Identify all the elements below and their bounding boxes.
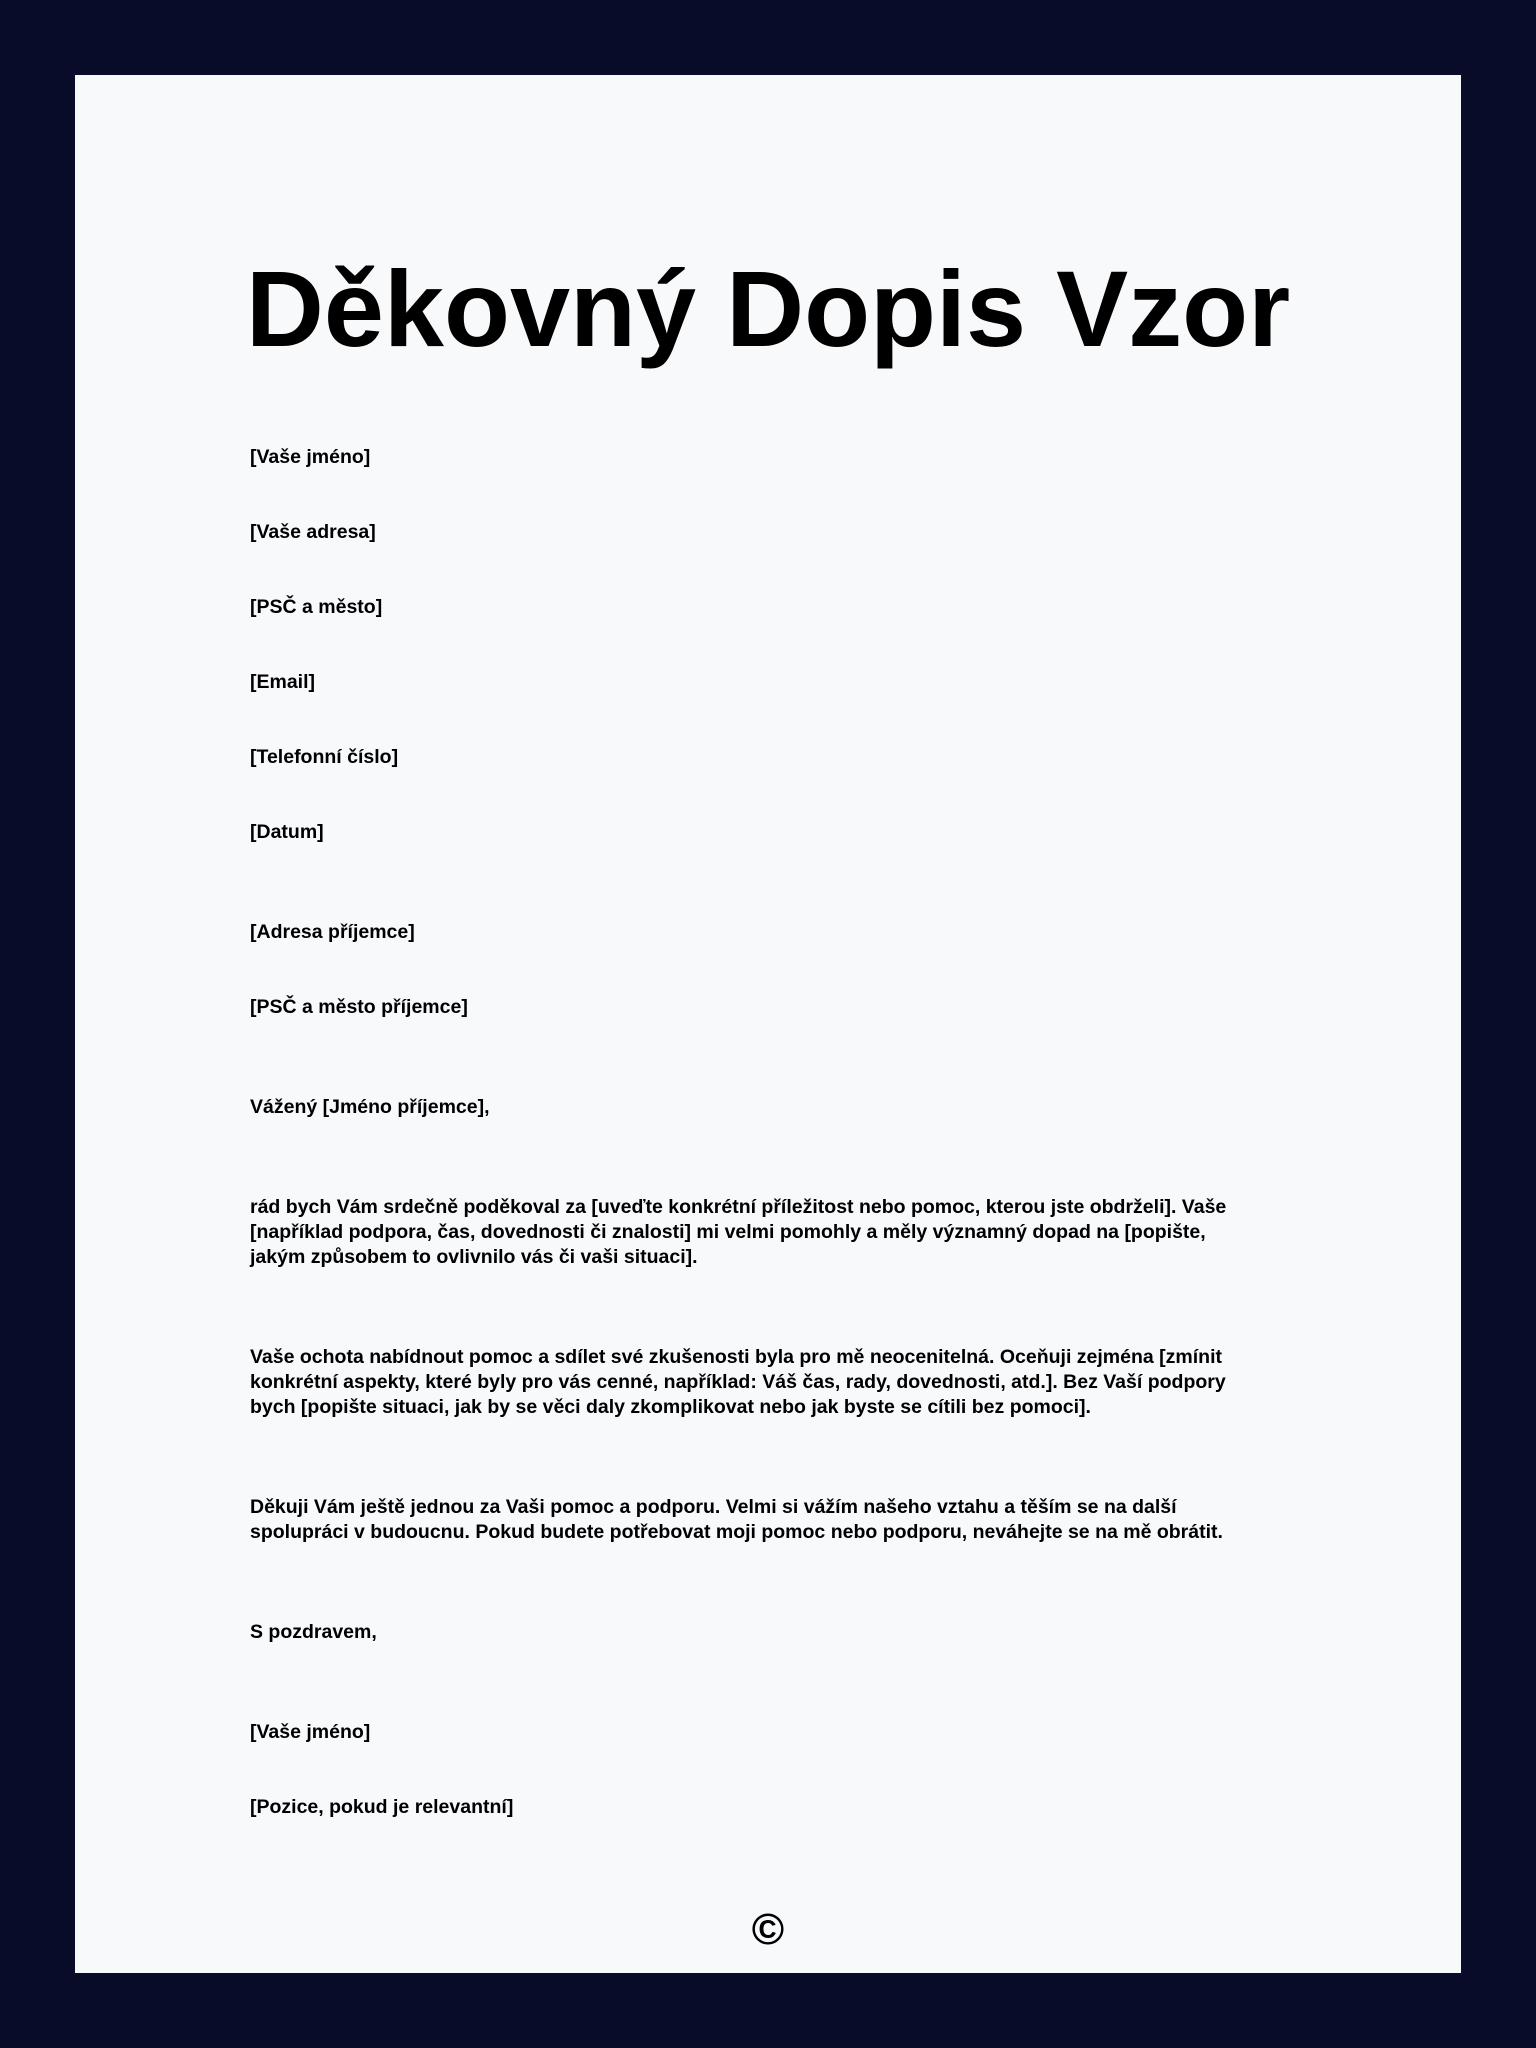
paragraph-line: konkrétní aspekty, které byly pro vás cenné, například: Váš čas, rady, dovednosti, atd.]. Bez Vaší podpory: [250, 1371, 1226, 1393]
signature-name: [Vaše jméno]: [250, 1721, 371, 1743]
paragraph-line: rád bych Vám srdečně poděkoval za [uveďte konkrétní příležitost nebo pomoc, kterou jste obdrželi]. Vaše: [250, 1196, 1227, 1218]
paragraph-line: jakým způsobem to ovlivnilo vás či vaši situaci].: [250, 1246, 698, 1268]
recipient-address: [Adresa příjemce]: [250, 921, 415, 943]
salutation: Vážený [Jméno příjemce],: [250, 1096, 490, 1118]
paragraph-line: Děkuji Vám ještě jednou za Vaši pomoc a podporu. Velmi si vážím našeho vztahu a těším se na další: [250, 1496, 1177, 1518]
letter-content: [250, 445, 1345, 1820]
closing: S pozdravem,: [250, 1621, 377, 1643]
paragraph-line: spolupráci v budoucnu. Pokud budete potřebovat moji pomoc nebo podporu, neváhejte se na mě obrátit.: [250, 1521, 1223, 1543]
body-paragraph-1: [250, 1195, 1345, 1270]
body-paragraph-3: [250, 1495, 1345, 1545]
paragraph-line: [například podpora, čas, dovednosti či znalosti] mi velmi pomohly a měly významný dopad na [popište,: [250, 1221, 1206, 1243]
signature-position: [Pozice, pokud je relevantní]: [250, 1796, 514, 1818]
paragraph-line: Vaše ochota nabídnout pomoc a sdílet své zkušenosti byla pro mě neocenitelná. Oceňuji zejména [zmínit: [250, 1346, 1222, 1368]
copyright-icon: ©: [751, 1905, 785, 1954]
body-paragraph-2: [250, 1345, 1345, 1420]
sender-phone: [Telefonní číslo]: [250, 746, 399, 768]
recipient-zip-city: [PSČ a město příjemce]: [250, 996, 468, 1018]
sender-address: [Vaše adresa]: [250, 521, 376, 543]
sender-zip-city: [PSČ a město]: [250, 596, 383, 618]
sender-email: [Email]: [250, 671, 316, 693]
document-title: Děkovný Dopis Vzor: [245, 248, 1291, 369]
letter-date: [Datum]: [250, 821, 324, 843]
paragraph-line: bych [popište situaci, jak by se věci daly zkomplikovat nebo jak byste se cítili bez pomoci].: [250, 1396, 1091, 1418]
sender-name: [Vaše jméno]: [250, 446, 371, 468]
letter-page: [75, 75, 1461, 1973]
